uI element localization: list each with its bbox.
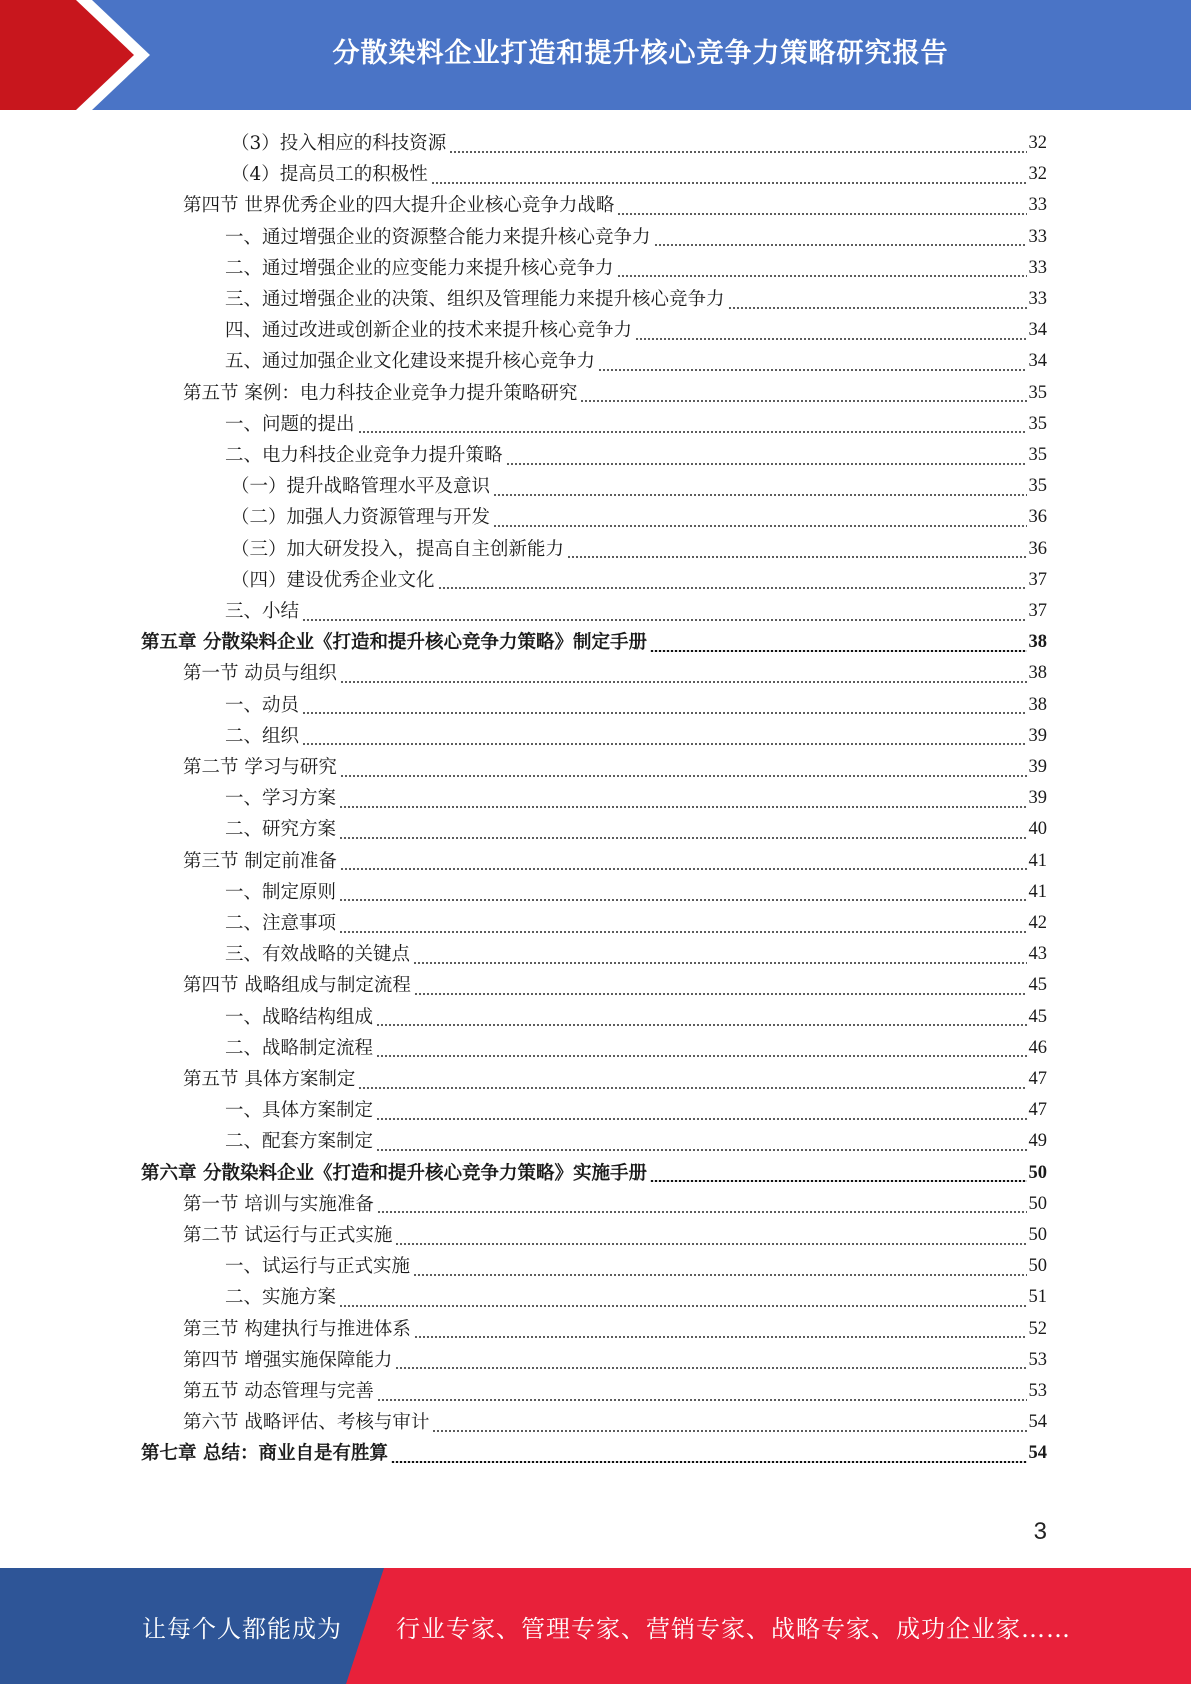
- toc-dot-leader: [449, 151, 1026, 153]
- toc-dot-leader: [493, 525, 1026, 527]
- toc-entry-page: 47: [1028, 1100, 1047, 1121]
- toc-dot-leader: [391, 1461, 1027, 1463]
- report-title: 分散染料企业打造和提升核心竞争力策略研究报告: [332, 37, 949, 69]
- toc-entry[interactable]: [225, 690, 1047, 721]
- toc-entry[interactable]: [225, 1002, 1047, 1033]
- footer-slogan-left: 让每个人都能成为: [142, 1614, 342, 1643]
- toc-dot-leader: [432, 1430, 1026, 1432]
- toc-dot-leader: [617, 213, 1026, 215]
- toc-entry-label: （4）提高员工的积极性: [231, 164, 428, 186]
- toc-entry[interactable]: [141, 1158, 1047, 1189]
- toc-entry[interactable]: [225, 783, 1047, 814]
- toc-entry[interactable]: [225, 409, 1047, 440]
- toc-entry-label: 第七章 总结：商业自是有胜算: [141, 1443, 388, 1465]
- toc-entry-label: （一）提升战略管理水平及意识: [231, 476, 491, 498]
- toc-entry-label: 第五节 具体方案制定: [183, 1069, 356, 1090]
- toc-entry[interactable]: [225, 1126, 1047, 1157]
- toc-entry-page: 50: [1028, 1225, 1047, 1245]
- toc-entry[interactable]: [225, 939, 1047, 970]
- toc-entry-label: 第五节 动态管理与完善: [183, 1381, 374, 1402]
- toc-entry[interactable]: [225, 721, 1047, 752]
- toc-entry-page: 41: [1028, 850, 1047, 871]
- toc-entry[interactable]: [225, 1095, 1047, 1126]
- toc-dot-leader: [598, 369, 1026, 371]
- toc-entry[interactable]: [225, 284, 1047, 315]
- toc-entry[interactable]: [231, 471, 1047, 502]
- toc-entry-page: 43: [1028, 944, 1047, 965]
- toc-dot-leader: [358, 1087, 1026, 1089]
- toc-entry-page: 41: [1028, 881, 1047, 902]
- toc-dot-leader: [302, 619, 1026, 621]
- header-band: [0, 0, 1191, 110]
- toc-entry-label: 第六章 分散染料企业《打造和提升核心竞争力策略》实施手册: [141, 1162, 647, 1184]
- toc-entry[interactable]: [183, 1407, 1047, 1438]
- toc-entry-page: 54: [1028, 1443, 1047, 1464]
- toc-entry-page: 39: [1028, 725, 1047, 746]
- page-number: 3: [1033, 1518, 1047, 1545]
- toc-entry[interactable]: [183, 1314, 1047, 1345]
- toc-entry-page: 34: [1028, 320, 1047, 341]
- toc-dot-leader: [728, 307, 1027, 309]
- toc-dot-leader: [493, 494, 1026, 496]
- toc-entry-label: 第四节 世界优秀企业的四大提升企业核心竞争力战略: [183, 195, 615, 217]
- toc-dot-leader: [339, 1305, 1026, 1307]
- toc-entry-page: 33: [1028, 289, 1047, 309]
- toc-entry-label: 一、制定原则: [225, 881, 337, 903]
- toc-entry-label: 四、通过改进或创新企业的技术来提升核心竞争力: [225, 320, 633, 342]
- toc-dot-leader: [376, 1055, 1026, 1057]
- toc-entry-page: 40: [1028, 819, 1047, 840]
- toc-entry-page: 35: [1028, 382, 1047, 403]
- toc-entry-label: 第五章 分散染料企业《打造和提升核心竞争力策略》制定手册: [141, 632, 647, 654]
- toc-entry-page: 36: [1028, 507, 1047, 528]
- toc-entry-page: 33: [1028, 226, 1047, 247]
- toc-dot-leader: [376, 1024, 1026, 1026]
- toc-dot-leader: [395, 1243, 1026, 1245]
- toc-entry-page: 50: [1028, 1256, 1047, 1277]
- toc-entry[interactable]: [225, 253, 1047, 284]
- toc-entry-page: 53: [1028, 1349, 1047, 1370]
- toc-dot-leader: [339, 931, 1026, 933]
- toc-entry-page: 36: [1028, 538, 1047, 559]
- toc-entry[interactable]: [183, 1345, 1047, 1376]
- toc-entry-page: 54: [1028, 1412, 1047, 1433]
- toc-entry-label: （三）加大研发投入，提高自主创新能力: [231, 538, 565, 560]
- toc-entry[interactable]: [141, 627, 1047, 658]
- toc-entry-label: 第三节 制定前准备: [183, 850, 337, 872]
- toc-dot-leader: [617, 275, 1027, 277]
- toc-entry-label: （3）投入相应的科技资源: [231, 133, 447, 154]
- toc-dot-leader: [635, 338, 1026, 340]
- toc-entry-label: 第二节 学习与研究: [183, 757, 337, 778]
- toc-entry[interactable]: [183, 658, 1047, 689]
- toc-entry-label: 一、学习方案: [225, 788, 337, 810]
- toc-dot-leader: [580, 400, 1026, 402]
- toc-entry[interactable]: [231, 159, 1047, 190]
- toc-dot-leader: [506, 463, 1027, 465]
- toc-entry[interactable]: [183, 970, 1047, 1001]
- toc-dot-leader: [438, 587, 1027, 589]
- toc-entry[interactable]: [183, 1064, 1047, 1095]
- toc-dot-leader: [339, 806, 1026, 808]
- toc-dot-leader: [376, 1118, 1026, 1120]
- toc-entry[interactable]: [183, 752, 1047, 783]
- toc-dot-leader: [413, 962, 1026, 964]
- toc-entry[interactable]: [141, 1438, 1047, 1469]
- toc-entry-page: 38: [1028, 632, 1047, 653]
- toc-entry-label: 第四节 增强实施保障能力: [183, 1349, 393, 1371]
- toc-entry-label: 二、通过增强企业的应变能力来提升核心竞争力: [225, 257, 614, 279]
- toc-entry-page: 35: [1028, 413, 1047, 434]
- toc-dot-leader: [340, 868, 1027, 870]
- toc-entry[interactable]: [183, 1189, 1047, 1220]
- toc-dot-leader: [650, 650, 1027, 652]
- toc-dot-leader: [654, 244, 1027, 246]
- toc-dot-leader: [377, 1399, 1027, 1401]
- toc-entry[interactable]: [225, 315, 1047, 346]
- toc-dot-leader: [414, 993, 1027, 995]
- toc-dot-leader: [339, 899, 1026, 901]
- toc-entry-page: 39: [1028, 788, 1047, 809]
- toc-entry[interactable]: [225, 440, 1047, 471]
- toc-dot-leader: [302, 712, 1026, 714]
- toc-entry-label: 二、电力科技企业竞争力提升策略: [225, 445, 503, 466]
- toc-entry-label: 五、通过加强企业文化建设来提升核心竞争力: [225, 351, 596, 373]
- toc-entry-label: 一、战略结构组成: [225, 1006, 374, 1028]
- toc-entry-label: （二）加强人力资源管理与开发: [231, 507, 491, 529]
- toc-entry-label: 二、战略制定流程: [225, 1037, 374, 1059]
- toc-entry[interactable]: [225, 877, 1047, 908]
- toc-dot-leader: [302, 743, 1026, 745]
- toc-entry-page: 50: [1028, 1162, 1047, 1183]
- toc-entry-page: 50: [1028, 1193, 1047, 1214]
- toc-dot-leader: [650, 1180, 1027, 1182]
- toc-entry-page: 52: [1028, 1318, 1047, 1339]
- toc-entry[interactable]: [225, 346, 1047, 377]
- toc-entry-label: 一、试运行与正式实施: [225, 1256, 411, 1278]
- footer-band: [0, 1568, 1191, 1684]
- toc-dot-leader: [431, 182, 1027, 184]
- toc-entry-label: 一、动员: [225, 694, 300, 716]
- toc-dot-leader: [340, 681, 1027, 683]
- toc-entry[interactable]: [225, 596, 1047, 627]
- toc-entry-label: 第五节 案例：电力科技企业竞争力提升策略研究: [183, 382, 578, 404]
- toc-entry-page: 42: [1028, 913, 1047, 933]
- toc-entry-page: 47: [1028, 1069, 1047, 1089]
- footer-slogan-right: 行业专家、管理专家、营销专家、战略专家、成功企业家……: [396, 1614, 1071, 1643]
- toc-entry-page: 32: [1028, 133, 1047, 153]
- toc-dot-leader: [376, 1149, 1026, 1151]
- toc-entry[interactable]: [225, 1251, 1047, 1282]
- toc-entry[interactable]: [231, 534, 1047, 565]
- toc-dot-leader: [413, 1274, 1026, 1276]
- toc-entry-label: 一、具体方案制定: [225, 1100, 374, 1122]
- toc-entry-label: 三、小结: [225, 601, 300, 622]
- toc-entry-page: 45: [1028, 975, 1047, 996]
- toc-entry[interactable]: [183, 1376, 1047, 1407]
- toc-entry-label: 第四节 战略组成与制定流程: [183, 975, 411, 997]
- toc-entry-label: 第三节 构建执行与推进体系: [183, 1318, 411, 1340]
- toc-entry[interactable]: [231, 128, 1047, 159]
- toc-entry-page: 32: [1028, 164, 1047, 185]
- toc-entry-page: 33: [1028, 257, 1047, 278]
- toc-entry-page: 53: [1028, 1381, 1047, 1401]
- toc-entry[interactable]: [183, 190, 1047, 221]
- toc-entry-label: 第二节 试运行与正式实施: [183, 1225, 393, 1246]
- toc-dot-leader: [339, 837, 1026, 839]
- toc-entry[interactable]: [183, 846, 1047, 877]
- toc-dot-leader: [414, 1336, 1027, 1338]
- toc-entry-page: 46: [1028, 1037, 1047, 1058]
- toc-entry[interactable]: [225, 908, 1047, 939]
- toc-entry-page: 33: [1028, 195, 1047, 216]
- toc-entry-page: 38: [1028, 694, 1047, 715]
- toc-entry-label: 一、通过增强企业的资源整合能力来提升核心竞争力: [225, 226, 651, 248]
- toc-entry-label: 二、注意事项: [225, 913, 337, 934]
- toc-dot-leader: [340, 775, 1027, 777]
- toc-dot-leader: [567, 556, 1026, 558]
- toc-entry[interactable]: [183, 1220, 1047, 1251]
- toc-entry-page: 45: [1028, 1006, 1047, 1027]
- toc-entry-label: 第一节 培训与实施准备: [183, 1193, 374, 1215]
- toc-entry-page: 51: [1028, 1287, 1047, 1308]
- toc-entry-label: 三、有效战略的关键点: [225, 944, 411, 966]
- toc-entry-page: 35: [1028, 476, 1047, 497]
- toc-dot-leader: [395, 1367, 1026, 1369]
- toc-entry-page: 37: [1028, 569, 1047, 590]
- toc-entry[interactable]: [231, 502, 1047, 533]
- toc-entry[interactable]: [183, 378, 1047, 409]
- toc-entry-page: 35: [1028, 445, 1047, 465]
- toc-dot-leader: [377, 1211, 1027, 1213]
- toc-entry-page: 34: [1028, 351, 1047, 372]
- toc-entry[interactable]: [225, 222, 1047, 253]
- toc-entry-label: 二、组织: [225, 725, 300, 747]
- toc-entry[interactable]: [231, 565, 1047, 596]
- toc-entry[interactable]: [225, 1282, 1047, 1313]
- toc-entry-label: 二、配套方案制定: [225, 1131, 374, 1153]
- toc-dot-leader: [358, 431, 1027, 433]
- toc-entry[interactable]: [225, 1033, 1047, 1064]
- toc-entry-label: 三、通过增强企业的决策、组织及管理能力来提升核心竞争力: [225, 289, 725, 310]
- toc-entry-page: 49: [1028, 1131, 1047, 1152]
- toc-entry-page: 37: [1028, 601, 1047, 621]
- toc-entry-page: 38: [1028, 663, 1047, 684]
- toc-entry-label: 第六节 战略评估、考核与审计: [183, 1412, 430, 1434]
- toc-entry-label: 第一节 动员与组织: [183, 663, 337, 685]
- toc-entry-label: （四）建设优秀企业文化: [231, 569, 435, 591]
- toc-entry[interactable]: [225, 814, 1047, 845]
- toc-entry-label: 二、研究方案: [225, 819, 337, 841]
- toc-entry-label: 二、实施方案: [225, 1287, 337, 1309]
- toc-entry-label: 一、问题的提出: [225, 413, 355, 435]
- toc-entry-page: 39: [1028, 757, 1047, 777]
